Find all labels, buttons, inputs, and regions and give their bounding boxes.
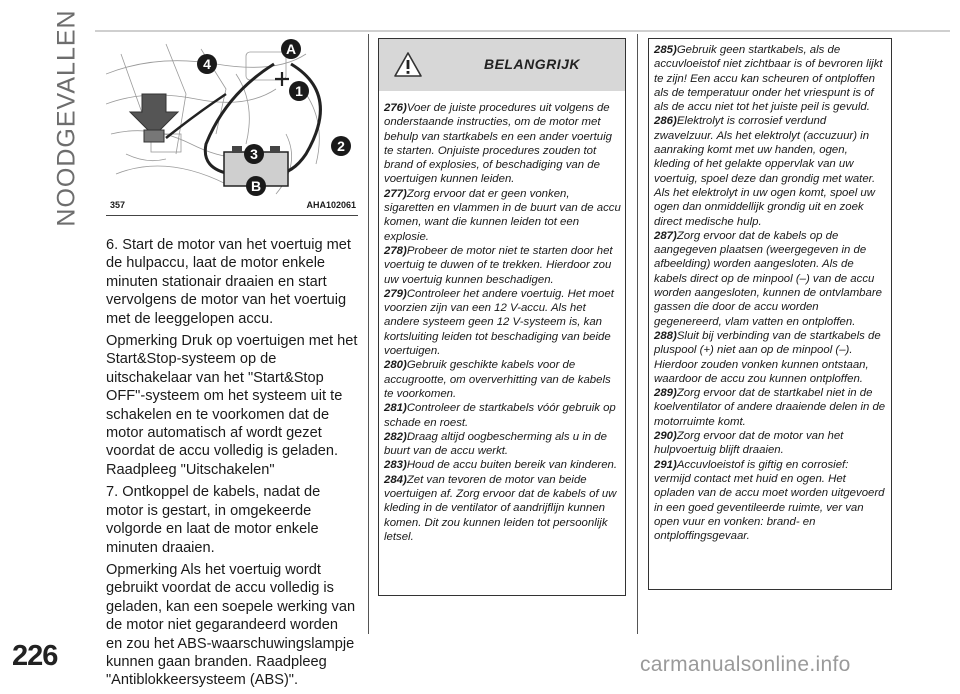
section-title-text: NOODGEVALLEN: [52, 8, 81, 227]
column-divider-1: [368, 34, 369, 634]
warning-item-number: 285): [654, 44, 677, 56]
ground-cable: [166, 94, 226, 138]
figure-caption: [106, 200, 358, 214]
warning-item-text: Gebruik geen startkabels, als de accuvloeistof niet zichtbaar is of bevroren lijkt te zijn! Een accu kan scheuren of ontploffen als de temperatuur onder het vriespunt is of als de accu niet tot het juiste peil is gevuld.: [654, 44, 883, 114]
warning-item-number: 282): [384, 430, 407, 443]
callout-label: 2: [337, 138, 345, 154]
warning-item: [384, 358, 621, 401]
warning-item-text: Draag altijd oogbescherming als u in de buurt van de accu werkt.: [384, 430, 607, 458]
warning-item: [654, 114, 887, 228]
warning-item-number: 276): [384, 102, 407, 114]
warning-continued-box: [648, 38, 892, 590]
callout-label: 4: [203, 56, 211, 72]
warning-item-text: Zorg ervoor dat de motor van het hulpvoertuig blijft draaien.: [654, 430, 844, 457]
warning-item-text: Gebruik geschikte kabels voor de accugrootte, om oververhitting van de kabels te voorkomen.: [384, 359, 611, 400]
warning-item-text: Probeer de motor niet te starten door het voertuig te duwen of te trekken. Hierdoor zou uw voertuig kunnen beschadigen.: [384, 244, 613, 286]
warning-title: BELANGRIJK: [483, 56, 580, 72]
step-7-paragraph: 7. Ontkoppel de kabels, nadat de motor is gestart, in omgekeerde volgorde en laat de motor enkele minuten draaien.: [106, 484, 321, 556]
figure-jump-start-illustration: [106, 34, 358, 197]
warning-item-text: Zorg ervoor dat er geen vonken, sigaretten en vlammen in de buurt van de accu komen, want die kunnen leiden tot een explosie.: [384, 187, 621, 243]
warning-item-number: 280): [384, 359, 407, 372]
warning-item: [654, 43, 887, 114]
warning-item-number: 288): [654, 329, 677, 342]
warning-item-number: 290): [654, 430, 677, 443]
warning-item: [654, 429, 887, 458]
ground-point: [144, 130, 164, 142]
warning-item-text: Controleer de startkabels vóór gebruik op schade en roest.: [384, 402, 616, 429]
warning-item-text: Controleer het andere voertuig. Het moet voorzien zijn van een 12 V-accu. Als het andere systeem geen 12 V-systeem is, kan kortsluiting leiden tot beschadiging van beide voertuigen.: [384, 287, 614, 358]
warning-item-text: Voer de juiste procedures uit volgens de onderstaande instructies, om de motor met behulp van startkabels en een ander voertuig te starten. Onjuiste procedures zouden tot brand of explosies, of beschadiging van de voertuigen kunnen leiden.: [384, 102, 612, 186]
callout-label: 1: [295, 83, 303, 99]
top-rule: [95, 30, 950, 32]
warning-item: [384, 401, 621, 430]
battery-terminal: [270, 146, 280, 153]
warning-item-number: 278): [384, 244, 407, 257]
warning-item: [384, 287, 621, 358]
warning-item-number: 286): [654, 115, 677, 128]
page-number: 226: [12, 640, 58, 672]
figure-rule: [106, 215, 358, 216]
warning-item-number: 287): [654, 229, 677, 242]
warning-item-text: Elektrolyt is corrosief verdund zwavelzuur. Als het elektrolyt (accuzuur) in aanraking komt met uw handen, ogen, kleding of het gelakte oppervlak van uw voertuig, spoel deze dan grondig met water. Als het elektrolyt in uw ogen komt, spoel uw ogen dan onmiddellijk grondig uit en zoek direct medische hulp.: [654, 115, 876, 228]
battery-terminal: [232, 146, 242, 153]
callout-label: B: [250, 178, 262, 194]
warning-item: [384, 101, 621, 187]
note-start-stop-paragraph: Opmerking Druk op voertuigen met het Start&Stop-systeem op de uitschakelaar van het "Start&Stop OFF"-systeem om het systeem uit te schakelen en te voorkomen dat de motor automatisch af wordt gezet voordat de accu volledig is geladen. Raadpleeg "Uitschakelen": [106, 333, 358, 478]
warning-triangle-icon: [393, 51, 423, 78]
figure-code: AHA102061: [306, 200, 356, 210]
warning-item-text: Sluit bij verbinding van de startkabels de pluspool (+) niet aan op de minpool (–). Hierdoor zouden vonken kunnen ontstaan, waardoor de accu zou kunnen ontploffen.: [654, 329, 881, 385]
figure-number: 357: [110, 200, 126, 210]
warning-item-text: Accuvloeistof is giftig en corrosief: vermijd contact met huid en ogen. Het opladen van de accu moet worden uitgevoerd in een goed geventileerde ruimte, ver van open vuur en vonken: brand- en ontploffingsgevaar.: [654, 458, 885, 543]
warning-item: [384, 473, 621, 544]
step-6-paragraph: 6. Start de motor van het voertuig met de hulpaccu, laat de motor enkele minuten stationair draaien en start vervolgens de motor van het voertuig met de leeggelopen accu.: [106, 237, 351, 327]
callout-label: A: [285, 41, 297, 57]
column-divider-2: [637, 34, 638, 634]
warning-item: [384, 430, 621, 459]
note-abs-paragraph: Opmerking Als het voertuig wordt gebruikt voordat de accu volledig is geladen, kan een soepele werking van de motor niet gegarandeerd worden en zou het ABS-waarschuwingslampje kunnen gaan branden. Raadpleeg "Antiblokkeersysteem (ABS)".: [106, 561, 356, 689]
plus-sign-icon: [275, 72, 289, 86]
warning-header: [379, 39, 625, 91]
warning-item-number: 284): [384, 473, 407, 486]
warning-item: [654, 386, 887, 429]
jump-start-diagram: [106, 34, 358, 197]
warning-item-number: 277): [384, 187, 407, 200]
warning-item-number: 279): [384, 287, 407, 300]
warning-item: [654, 229, 887, 329]
warning-item-number: 281): [384, 402, 407, 415]
warning-item-text: Zorg ervoor dat de startkabel niet in de koelventilator of andere draaiende delen in de motorruimte komt.: [654, 387, 886, 428]
warning-item: [384, 244, 621, 287]
warning-box: [378, 38, 626, 596]
warning-item: [384, 187, 621, 244]
warning-item: [654, 329, 887, 386]
warning-item-number: 289): [654, 387, 677, 400]
warning-item-number: 291): [654, 458, 677, 471]
warning-item-text: Zorg ervoor dat de kabels op de aangegeven plaatsen (weergegeven in de afbeelding) worden aangesloten. Als de kabels direct op de minpool (–) van de accu worden aangesloten, kunnen de ontvlambare gassen die door de accu worden gegenereerd, vlam vatten en ontploffen.: [654, 229, 882, 328]
watermark: carmanualsonline.info: [640, 653, 851, 676]
main-text-column: [106, 236, 358, 694]
callout-label: 3: [250, 146, 258, 162]
warning-item: [654, 458, 887, 544]
warning-item: [384, 458, 621, 472]
section-title: [52, 8, 82, 227]
warning-item-text: Zet van tevoren de motor van beide voertuigen af. Zorg ervoor dat de kabels of uw kleding in de ventilator of aandrijflijn kunnen komen. Dit zou kunnen leiden tot persoonlijk letsel.: [384, 473, 617, 543]
warning-list: [379, 91, 625, 544]
warning-item-number: 283): [384, 459, 407, 472]
warning-item-text: Houd de accu buiten bereik van kinderen.: [406, 459, 618, 472]
